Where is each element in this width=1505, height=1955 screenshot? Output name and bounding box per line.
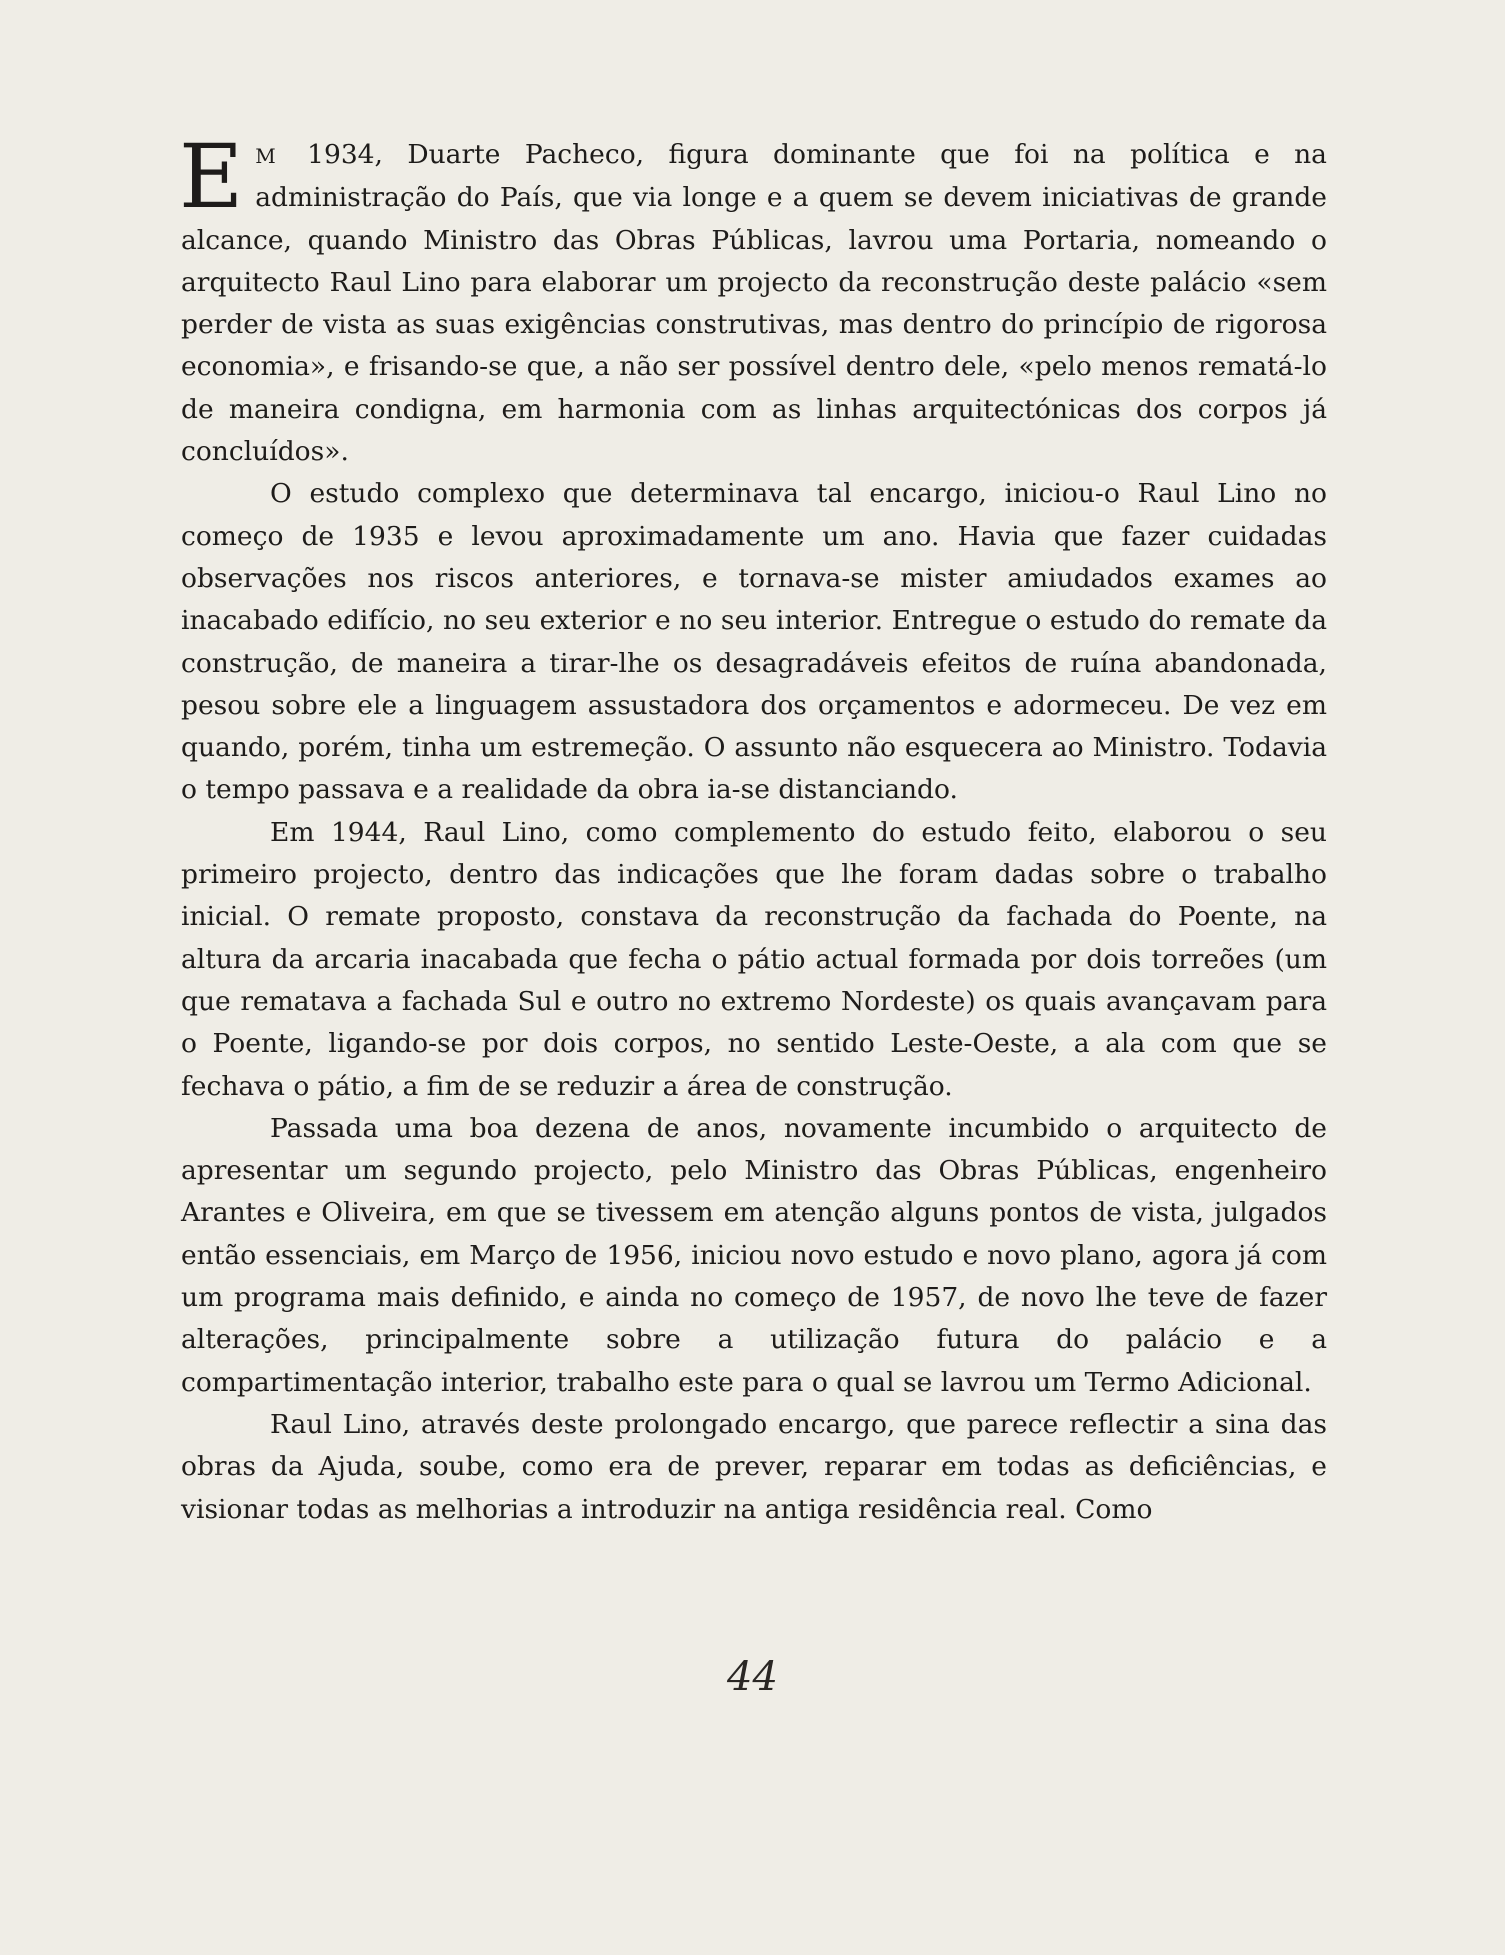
body-text [179, 125, 1327, 1531]
paragraph-4: Passada uma boa dezena de anos, novamente incumbido o arquitecto de apresentar um segundo projecto, pelo Ministro das Obras Públicas, engenheiro Arantes e Oliveira, em que se tivessem em atenção alguns pontos de vista, julgados então essenciais, em Março de 1956, iniciou novo estudo e novo plano, agora já com um programa mais definido, e ainda no começo de 1957, de novo lhe teve de fazer alterações, principalmente sobre a utilização futura do palácio e a compartimentação interior, trabalho este para o qual se lavrou um Termo Adicional. [181, 1112, 1327, 1398]
drop-cap: E [179, 125, 244, 228]
paragraph-3: Em 1944, Raul Lino, como complemento do estudo feito, elaborou o seu primeiro projecto, dentro das indicações que lhe foram dadas sobre o trabalho inicial. O remate proposto, constava da reconstrução da fachada do Poente, na altura da arcaria inacabada que fecha o pátio actual formada por dois torreões (um que rematava a fachada Sul e outro no extremo Nordeste) os quais avançavam para o Poente, ligando-se por dois corpos, no sentido Leste-Oeste, a ala com que se fechava o pátio, a fim de se reduzir a área de construção. [181, 816, 1327, 1102]
page-number: 44 [727, 1654, 778, 1700]
small-caps-word: M [255, 144, 277, 168]
paragraph-1 [179, 125, 1327, 473]
paragraph-5: Raul Lino, através deste prolongado encargo, que parece reflectir a sina das obras da Ajuda, soube, como era de prever, reparar em todas as deficiências, e visionar todas as melhorias a introduzir na antiga residência real. Como [181, 1408, 1327, 1525]
paragraph-1-text: 1934, Duarte Pacheco, figura dominante que foi na política e na administração do País, que via longe e a quem se devem iniciativas de grande alcance, quando Ministro das Obras Públicas, lavrou uma Portaria, nomeando o arquitecto Raul Lino para elaborar um projecto da reconstrução deste palácio «sem perder de vista as suas exigências construtivas, mas dentro do princípio de rigorosa economia», e frisando-se que, a não ser possível dentro dele, «pelo menos rematá-lo de maneira condigna, em harmonia com as linhas arquitectónicas dos corpos já concluídos». [181, 139, 1327, 468]
paragraph-2: O estudo complexo que determinava tal encargo, iniciou-o Raul Lino no começo de 1935 e levou aproximadamente um ano. Havia que fazer cuidadas observações nos riscos anteriores, e tornava-se mister amiudados exames ao inacabado edifício, no seu exterior e no seu interior. Entregue o estudo do remate da construção, de maneira a tirar-lhe os desagradáveis efeitos de ruína abandonada, pesou sobre ele a linguagem assustadora dos orçamentos e adormeceu. De vez em quando, porém, tinha um estremeção. O assunto não esquecera ao Ministro. Todavia o tempo passava e a realidade da obra ia-se distanciando. [181, 478, 1327, 806]
